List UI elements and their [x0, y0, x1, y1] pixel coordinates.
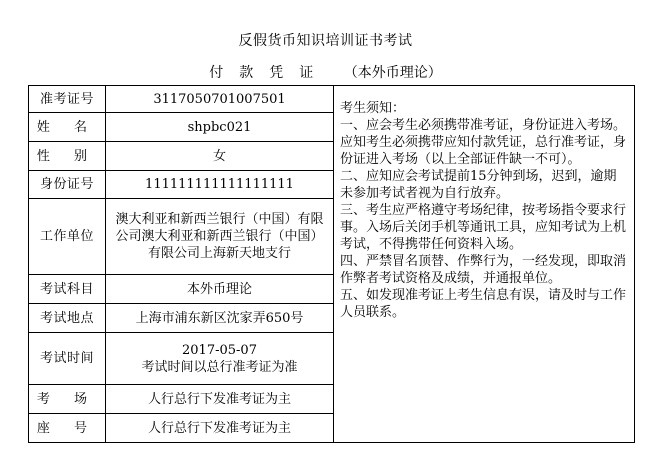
time-note: 考试时间以总行准考证为准 [141, 359, 298, 375]
room-label: 考 场 [29, 385, 106, 414]
notes-item: 三、考生应严格遵守考场纪律，按考场指令要求行事。入场后关闭手机等通讯工具，应知考试为上机考试，不得携带任何资料入场。 [340, 203, 627, 252]
document-subtitle [0, 62, 651, 82]
exam-no-label: 准考证号 [29, 86, 106, 113]
time-label: 考试时间 [29, 333, 106, 385]
notes-title: 考生须知： [340, 101, 406, 116]
room-value: 人行总行下发准考证为主 [106, 385, 334, 414]
notes-item: 四、严禁冒名顶替、作弊行为，一经发现，即取消作弊者考试资格及成绩，并通报单位。 [340, 254, 627, 286]
seat-label: 座 号 [29, 414, 106, 443]
table-row [29, 86, 635, 113]
id-no-value: 111111111111111111 [106, 171, 334, 199]
subtitle-main: 付款凭证 [209, 65, 330, 81]
document-title: 反假货币知识培训证书考试 [238, 33, 413, 49]
notes-item: 五、如发现准考证上考生信息有误，请及时与工作人员联系。 [340, 288, 627, 320]
gender-value: 女 [106, 142, 334, 171]
location-value: 上海市浦东新区沈家弄650号 [106, 304, 334, 333]
time-value [106, 333, 334, 385]
exam-notes [334, 86, 635, 443]
time-date: 2017-05-07 [182, 342, 257, 358]
subject-value: 本外币理论 [106, 275, 334, 304]
name-label: 姓 名 [29, 113, 106, 142]
notes-item: 一、应会考生必须携带准考证，身份证进入考场。应知考生必须携带应知付款凭证，总行准考证，身份证进入考场（以上全部证件缺一不可）。 [340, 118, 627, 167]
gender-label: 性 别 [29, 142, 106, 171]
employer-value: 澳大利亚和新西兰银行（中国）有限公司澳大利亚和新西兰银行（中国）有限公司上海新天地支行 [106, 199, 334, 275]
name-value: shpbc021 [106, 113, 334, 142]
subject-label: 考试科目 [29, 275, 106, 304]
location-label: 考试地点 [29, 304, 106, 333]
exam-no-value: 3117050701007501 [106, 86, 334, 113]
subtitle-sub: （本外币理论） [343, 65, 442, 81]
certificate-table [28, 85, 635, 443]
employer-label: 工作单位 [29, 199, 106, 275]
id-no-label: 身份证号 [29, 171, 106, 199]
notes-item: 二、应知应会考试提前15分钟到场，迟到，逾期未参加考试者视为自行放弃。 [340, 169, 617, 201]
seat-value: 人行总行下发准考证为主 [106, 414, 334, 443]
